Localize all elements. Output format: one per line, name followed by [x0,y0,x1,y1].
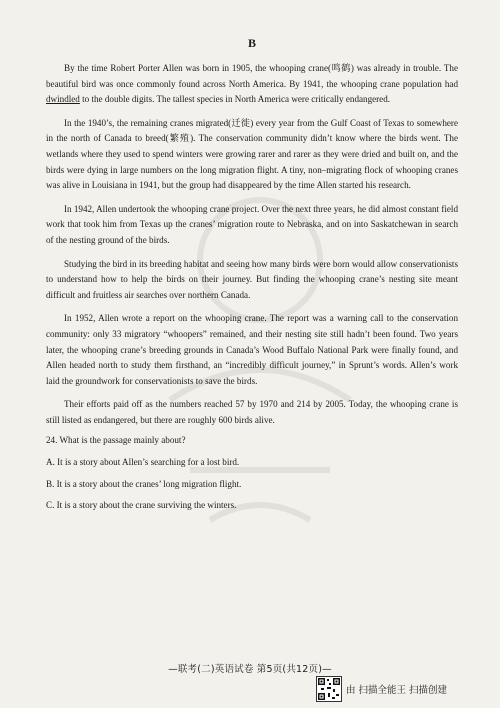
paragraph-2: In the 1940’s, the remaining cranes migrated(迁徙) every year from the Gulf Coast of Texas to somewhere in the north of Canada to breed(繁殖). The conservation community didn’t know where the birds went. The wetlands where they used to spend winters were growing rarer and rarer as they were dried and built on, and the birds were dying in large numbers on the long migration flight. A tiny, non–migrating flock of whooping cranes was alive in Louisiana in 1941, but the group had disappeared by the time Allen started his research. [46,117,458,191]
option-b: B. It is a story about the cranes’ long migration flight. [46,478,242,489]
scanner-label: 由 扫描全能王 扫描创建 [346,685,448,696]
paragraph-3: In 1942, Allen undertook the whooping crane project. Over the next three years, he did almost constant field work that took him from Texas up the cranes’ migration route to Nebraska, and on into Saskatchewan in search of the nesting ground of the birds. [46,203,458,245]
question-stem: 24. What is the passage mainly about? [46,435,186,446]
qr-code-icon [316,676,342,702]
option-c: C. It is a story about the crane surviving the winters. [46,500,237,511]
paragraph-1 [46,61,458,108]
section-title: B [247,36,256,50]
underlined-word: dwindled [46,94,80,105]
paragraph-6: Their efforts paid off as the numbers reached 57 by 1970 and 214 by 2005. Today, the whooping crane is still listed as endangered, but there are roughly 600 birds alive. [46,399,458,425]
option-a: A. It is a story about Allen’s searching for a lost bird. [46,457,240,468]
page-footer: —联考(二)英语试卷 第5页(共12页)— [168,664,332,675]
paragraph-1-post: to the double digits. The tallest species in North America were critically endangered. [79,94,391,105]
paragraph-4: Studying the bird in its breeding habitat and seeing how many birds were born would allow conservationists to understand how to help the birds on their journey. But finding the whooping crane’s nesting site meant difficult and fruitless air searches over northern Canada. [46,258,458,300]
paragraph-1-pre: By the time Robert Porter Allen was born in 1905, the whooping crane(鸣鹤) was already in trouble. The beautiful bird was once commonly found across North America. By 1941, the whooping crane population had [46,63,458,89]
paragraph-5: In 1952, Allen wrote a report on the whooping crane. The report was a warning call to the conservation community: only 33 migratory “whoopers” remained, and their nesting site still hadn’t been found. Two years later, the whooping crane’s breeding grounds in Canada’s Wood Buffalo National Park were finally found, and Allen headed north to study them firsthand, an “incredibly difficult journey,” in Sprunt’s words. Allen’s work laid the groundwork for conservationists to save the birds. [46,313,458,386]
